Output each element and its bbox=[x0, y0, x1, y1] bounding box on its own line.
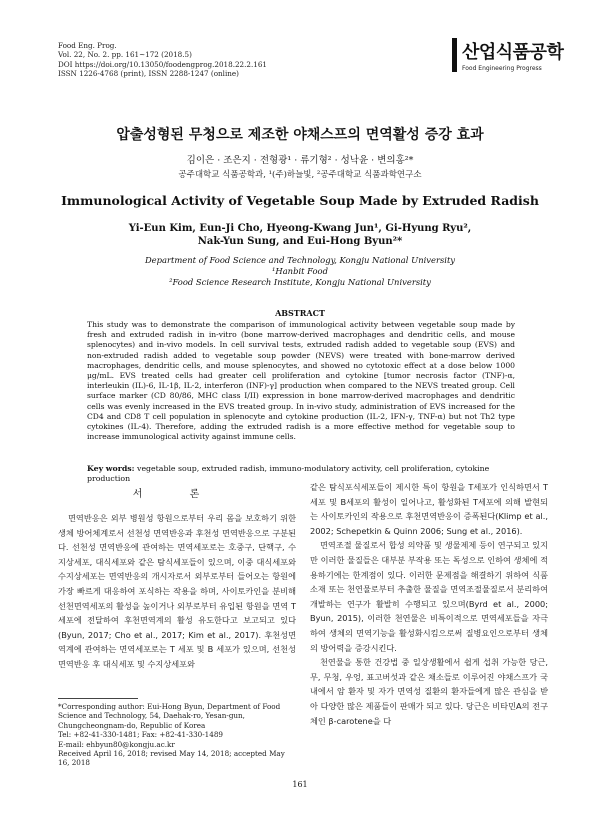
korean-affiliation: 공주대학교 식품공학과, ¹(주)하늘빛, ²공주대학교 식품과학연구소 bbox=[178, 170, 422, 180]
footnote-phone: Tel: +82-41-330-1481; Fax: +82-41-330-1489 bbox=[58, 730, 223, 740]
footnote-dates: Received April 16, 2018; revised May 14, 2018; accepted May 16, 2018 bbox=[58, 749, 285, 768]
abstract-text: This study was to demonstrate the comparison of immunological activity between vegetable soup made by fresh and extruded radish in in-vitro (bone marrow-derived macrophages and dendritic cells, and mouse splenocytes) and in-vivo models. In cell survival tests, extruded radish added to vegetable soup (EVS) and non-extruded radish added to vegetable soup powder (NEVS) were treated with bone-marrow derived macrophages, dendritic cells, and mouse splenocytes, and showed no cytotoxic effect at a dose below 1000 μg/mL. EVS treated cells had greater cell proliferation and cytokine [tumor necrosis factor (TNF)-α, interleukin (IL)-6, IL-1β, IL-2, interferon (INF)-γ] production when compared to the NEVS treated group. Cell surface marker (CD 80/86, MHC class I/II) expression in bone marrow-derived macrophages and dendritic cells was evenly increased in the EVS treated group. In in-vivo study, administration of EVS increased for the CD4 and CD8 T cell population in splenocyte and cytokine production (IL-2, IFN-γ, TNF-α) but not Th2 type cytokines (IL-4). Therefore, adding the extruded radish is a more effective method for vegetable soup to increase immunological activity against immune cells. bbox=[87, 320, 515, 442]
logo-subtitle: Food Engineering Progress bbox=[462, 65, 542, 72]
english-aff-2: ¹Hanbit Food bbox=[272, 266, 328, 276]
logo-title: 산업식품공학 bbox=[462, 42, 564, 63]
footnote bbox=[58, 702, 298, 768]
footnote-email: E-mail: ehbyun80@kongju.ac.kr bbox=[58, 739, 175, 749]
journal-volume: Vol. 22, No. 2. pp. 161~172 (2018.5) bbox=[58, 50, 192, 60]
keywords-label: Key words: bbox=[87, 464, 135, 473]
keywords-text: vegetable soup, extruded radish, immuno-modulatory activity, cell proliferation, cytokine production bbox=[87, 464, 490, 483]
korean-authors: 김이은 · 조은지 · 전형광¹ · 류기형² · 성낙윤 · 변의홍²* bbox=[186, 155, 414, 166]
right-column bbox=[310, 480, 548, 728]
english-title: Immunological Activity of Vegetable Soup Made by Extruded Radish bbox=[61, 193, 539, 208]
right-paragraph-1: 같은 탐식포식세포들이 제시한 특이 항원을 T세포가 인식하면서 T세포 및 B세포의 활성이 일어나고, 활성화된 T세포에 의해 발현되는 사이토카인의 작용으로 후천면역반응이 증폭된다(Klimp et al., 2002; Schepetkin & Quinn 2006; Sung et al., 2016). bbox=[310, 482, 548, 536]
english-authors-line1: Yi-Eun Kim, Eun-Ji Cho, Hyeong-Kwang Jun¹, Gi-Hyung Ryu², bbox=[128, 223, 472, 234]
page-number: 161 bbox=[292, 780, 308, 789]
english-aff-3: ²Food Science Research Institute, Kongju National University bbox=[169, 277, 431, 287]
left-column bbox=[58, 511, 296, 672]
footnote-corresponding: *Corresponding author: Eui-Hong Byun, Department of Food Science and Technology, 54, Daehak-ro, Yesan-gun, Chungcheongnam-do, Republic of Korea bbox=[58, 702, 281, 730]
english-authors-line2: Nak-Yun Sung, and Eui-Hong Byun²* bbox=[197, 236, 403, 247]
korean-title: 압출성형된 무청으로 제조한 야채스프의 면역활성 증강 효과 bbox=[116, 127, 484, 143]
english-affiliations bbox=[0, 255, 600, 288]
right-paragraph-3: 천연물을 통한 건강법 중 일상생활에서 쉽게 섭취 가능한 당근, 무, 무청, 우엉, 표고버섯과 같은 채소들로 이루어진 야채스프가 국내에서 암 환자 및 자가 면역성 질환의 환자들에게 많은 관심을 받아 다양한 많은 제품들이 판매가 되고 있다. 당근은 비타민A의 전구체인 β-carotene을 다 bbox=[310, 657, 548, 726]
journal-issn: ISSN 1226-4768 (print), ISSN 2288-1247 (online) bbox=[58, 69, 239, 79]
section-heading: 서 론 bbox=[132, 489, 222, 500]
journal-name: Food Eng. Prog. bbox=[58, 41, 117, 50]
footnote-divider bbox=[58, 698, 138, 699]
abstract-heading: ABSTRACT bbox=[275, 308, 325, 318]
journal-doi: DOI https://doi.org/10.13050/foodengprog.2018.22.2.161 bbox=[58, 59, 267, 69]
english-authors bbox=[0, 222, 600, 248]
right-paragraph-2: 면역조절 물질로서 합성 의약품 및 생물제제 등이 연구되고 있지만 이러한 물질들은 대부분 부작용 또는 독성으로 인하여 생체에 적용하기에는 한계점이 있다. 이러한 문제점을 해결하기 위하여 식품소재 또는 천연물로부터 추출한 물질을 면역조절물질로서 분리하여 개발하는 연구가 활발히 수행되고 있으며(Byrd et al., 2000; Byun, 2015), 이러한 천연물은 비특이적으로 면역세포들을 자극하여 생체의 면역기능을 활성화시킴으로써 질병요인으로부터 생체의 방어력을 증강시킨다. bbox=[310, 540, 548, 653]
english-aff-1: Department of Food Science and Technology, Kongju National University bbox=[144, 255, 456, 265]
left-paragraph-1: 면역반응은 외부 병원성 항원으로부터 우리 몸을 보호하기 위한 생체 방어체계로서 선천성 면역반응과 후천성 면역반응으로 구분된다. 선천성 면역반응에 관여하는 면역세포로는 호중구, 단핵구, 수지상세포, 대식세포와 같은 탐식세포들이 있으며, 이중 대식세포와 수지상세포는 면역반응의 개시자로서 외부로부터 들어오는 항원에 가장 빠르게 대응하여 포식하는 작용을 하며, 사이토카인을 분비해 선천면역세포의 활성을 높이거나 외부로부터 유입된 항원을 면역 T세포에 전달하여 후천면역계의 활성 유도한다고 보고되고 있다(Byun, 2017; Cho et al., 2017; Kim et al., 2017). 후천성면역계에 관여하는 면역세포로는 T 세포 및 B 세포가 있으며, 선천성 면역반응 후 대식세포 및 수지상세포와 bbox=[58, 513, 296, 669]
journal-logo bbox=[452, 38, 564, 90]
logo-bar-icon bbox=[452, 38, 457, 72]
journal-info bbox=[58, 41, 267, 79]
